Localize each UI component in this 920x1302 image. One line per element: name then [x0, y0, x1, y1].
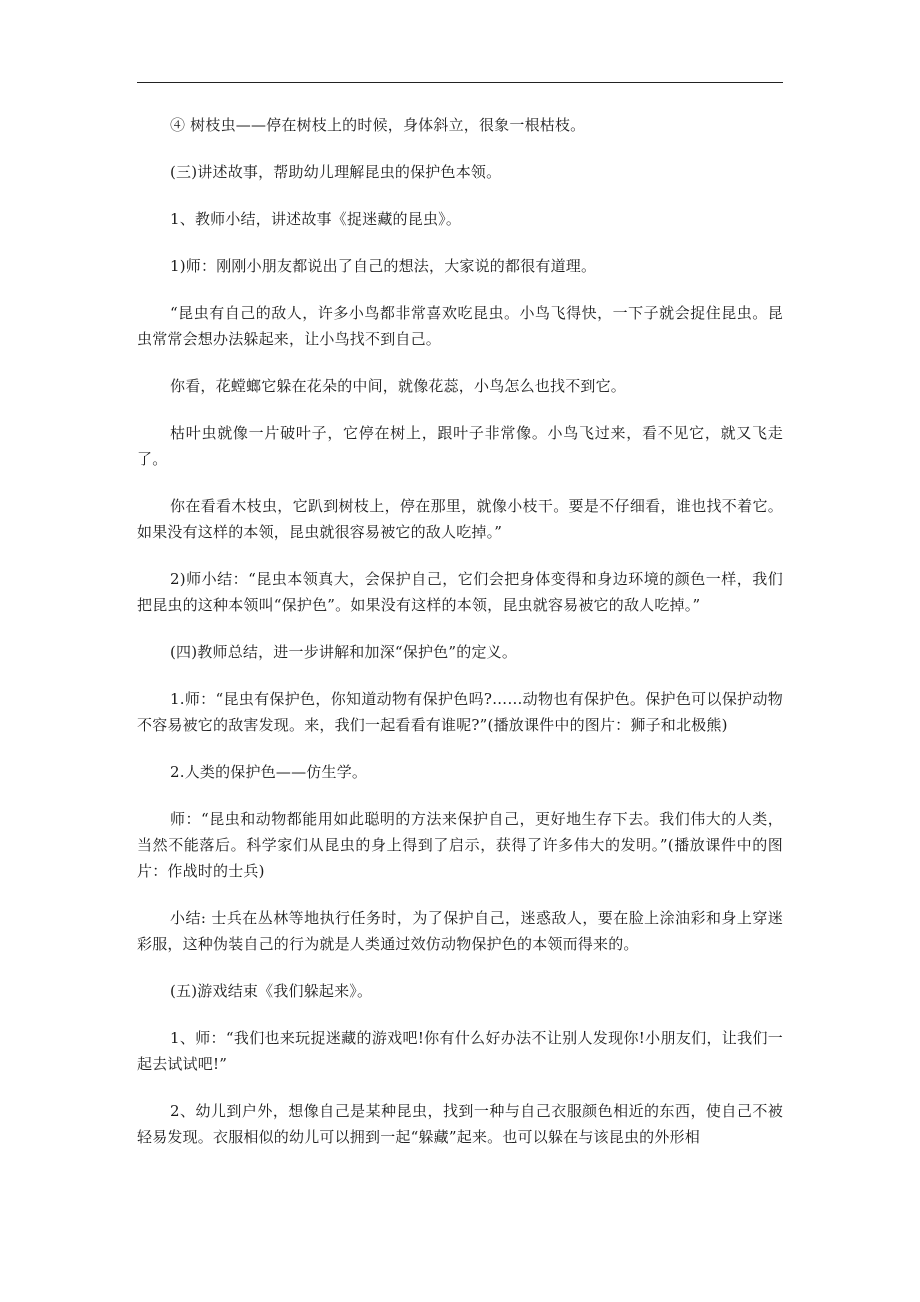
paragraph-game-invite: 1、师：“我们也来玩捉迷藏的游戏吧!你有什么好办法不让别人发现你!小朋友们，让我们一起去试试吧!” [137, 1029, 783, 1073]
paragraph-mantis: 你看，花螳螂它躲在花朵的中间，就像花蕊，小鸟怎么也找不到它。 [170, 377, 627, 395]
section-heading-four: (四)教师总结，进一步讲解和加深“保护色”的定义。 [170, 643, 518, 661]
paragraph-human-camouflage-title: 2.人类的保护色——仿生学。 [170, 763, 368, 781]
section-heading-five: (五)游戏结束《我们躲起来》。 [170, 982, 373, 1000]
paragraph-teacher-summary: 1、教师小结，讲述故事《捉迷藏的昆虫》。 [170, 210, 462, 228]
paragraph-teacher-conclusion: 2)师小结：“昆虫本领真大，会保护自己，它们会把身体变得和身边环境的颜色一样，我们把昆虫的这种本领叫“保护色”。如果没有这样的本领，昆虫就容易被它的敌人吃掉。” [137, 570, 783, 614]
paragraph-teacher-remark: 1)师：刚刚小朋友都说出了自己的想法，大家说的都很有道理。 [170, 257, 597, 275]
paragraph-story-intro: “昆虫有自己的敌人，许多小鸟都非常喜欢吃昆虫。小鸟飞得快，一下子就会捉住昆虫。昆虫常常会想办法躲起来，让小鸟找不到自己。 [137, 304, 783, 348]
paragraph-stick-insect: 你在看看木枝虫，它趴到树枝上，停在那里，就像小枝干。要是不仔细看，谁也找不着它。如果没有这样的本领，昆虫就很容易被它的敌人吃掉。” [137, 497, 783, 541]
paragraph-soldier-summary: 小结: 士兵在丛林等地执行任务时，为了保护自己，迷惑敌人，要在脸上涂油彩和身上穿迷彩服，这种伪装自己的行为就是人类通过效仿动物保护色的本领而得来的。 [137, 909, 783, 953]
header-rule [137, 82, 783, 83]
paragraph-outdoor-game: 2、幼儿到户外，想像自己是某种昆虫，找到一种与自己衣服颜色相近的东西，使自己不被轻易发现。衣服相似的幼儿可以拥到一起“躲藏”起来。也可以躲在与该昆虫的外形相 [137, 1102, 783, 1146]
paragraph-twig-insect: ④ 树枝虫——停在树枝上的时候，身体斜立，很象一根枯枝。 [170, 116, 586, 134]
paragraph-bionics: 师：“昆虫和动物都能用如此聪明的方法来保护自己，更好地生存下去。我们伟大的人类，当然不能落后。科学家们从昆虫的身上得到了启示，获得了许多伟大的发明。”(播放课件中的图片：作战时的士兵) [137, 810, 783, 880]
paragraph-leaf-insect: 枯叶虫就像一片破叶子，它停在树上，跟叶子非常像。小鸟飞过来，看不见它，就又飞走了。 [137, 424, 783, 468]
paragraph-animal-camouflage: 1.师：“昆虫有保护色，你知道动物有保护色吗?……动物也有保护色。保护色可以保护动物不容易被它的敌害发现。来，我们一起看看有谁呢?”(播放课件中的图片：狮子和北极熊) [137, 690, 783, 734]
section-heading-three: (三)讲述故事，帮助幼儿理解昆虫的保护色本领。 [170, 163, 502, 181]
document-body [137, 112, 783, 1171]
